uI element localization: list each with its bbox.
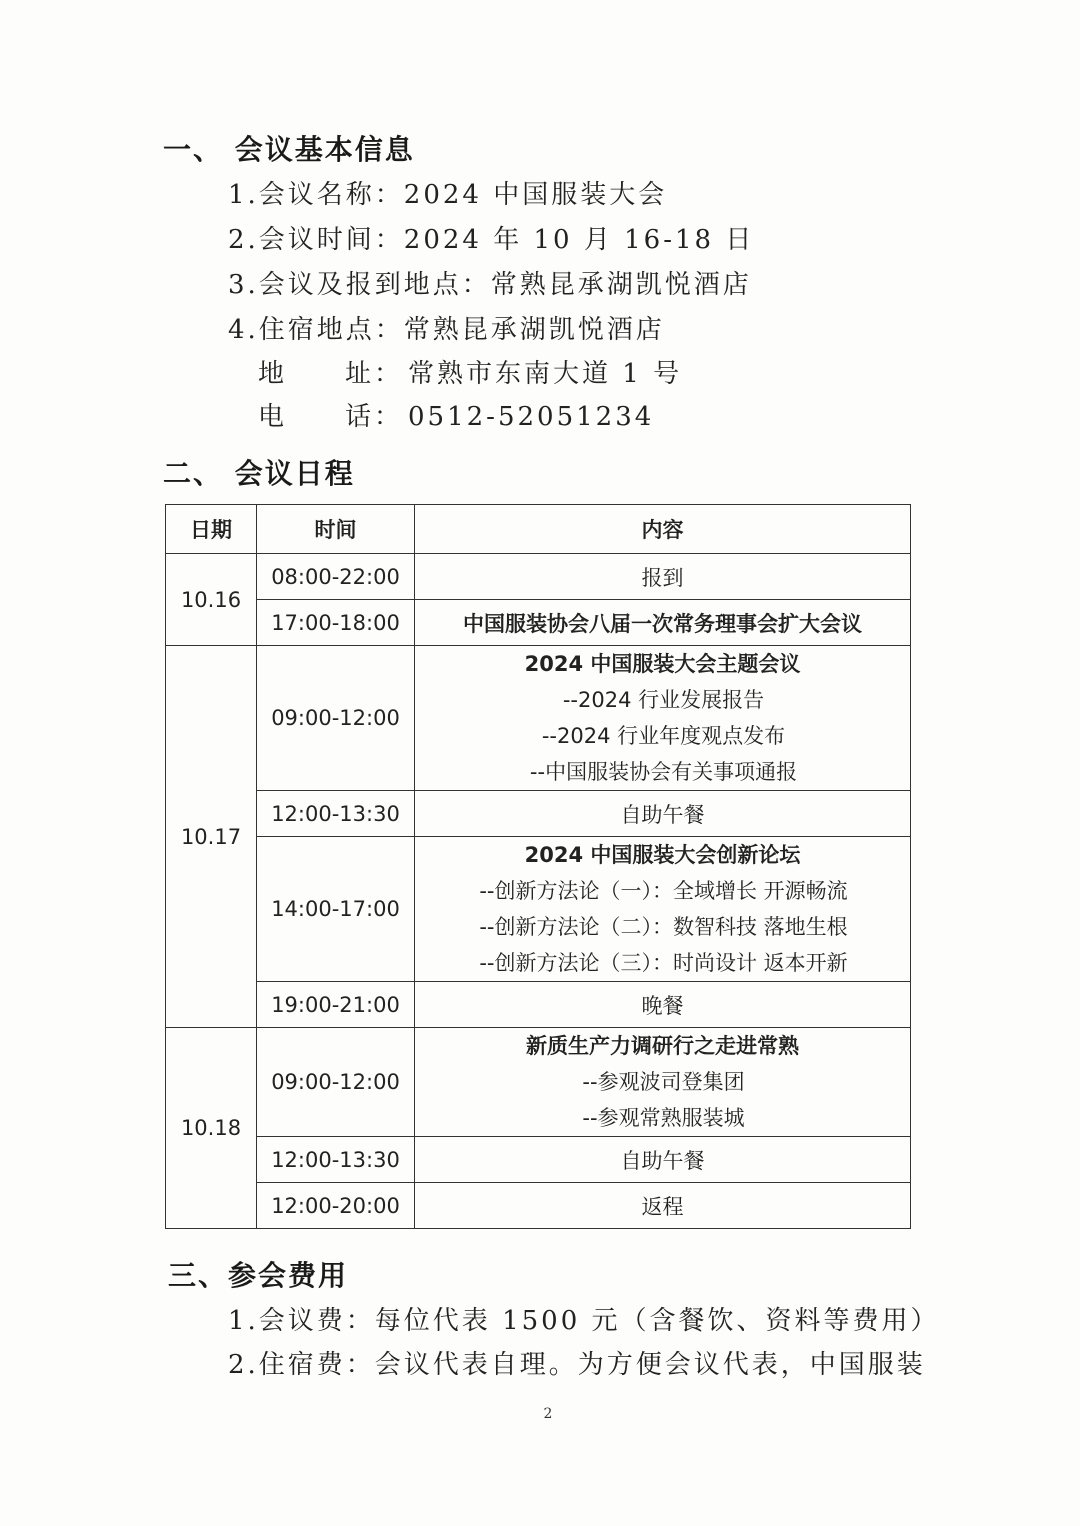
session-title: 2024 中国服装大会主题会议 bbox=[524, 652, 801, 676]
date-cell: 10.17 bbox=[166, 646, 257, 1028]
content-cell: 自助午餐 bbox=[415, 791, 911, 837]
info-line-meeting-time: 2.会议时间：2024 年 10 月 16-18 日 bbox=[228, 225, 755, 255]
session-item: --创新方法论（一）：全域增长 开源畅流 bbox=[479, 879, 848, 903]
header-content: 内容 bbox=[415, 505, 911, 554]
page-number: 2 bbox=[543, 1406, 553, 1422]
content-cell: 返程 bbox=[415, 1183, 911, 1229]
header-date: 日期 bbox=[166, 505, 257, 554]
time-cell: 14:00-17:00 bbox=[257, 837, 415, 982]
table-header-row bbox=[166, 505, 911, 554]
table-row bbox=[166, 1137, 911, 1183]
section-heading-fees: 三、参会费用 bbox=[168, 1259, 349, 1292]
fee-line-lodging: 2.住宿费：会议代表自理。为方便会议代表，中国服装 bbox=[228, 1350, 926, 1380]
content-cell: 自助午餐 bbox=[415, 1137, 911, 1183]
info-line-meeting-name: 1.会议名称：2024 中国服装大会 bbox=[228, 180, 668, 210]
table-row bbox=[166, 1183, 911, 1229]
section-heading-basic-info: 一、 会议基本信息 bbox=[163, 133, 415, 166]
session-item: --2024 行业年度观点发布 bbox=[541, 724, 786, 748]
time-cell: 17:00-18:00 bbox=[257, 600, 415, 646]
content-cell bbox=[415, 1028, 911, 1137]
time-cell: 12:00-13:30 bbox=[257, 791, 415, 837]
session-item: --中国服装协会有关事项通报 bbox=[529, 760, 798, 784]
session-item: --创新方法论（三）：时尚设计 返本开新 bbox=[479, 951, 848, 975]
info-line-phone bbox=[258, 396, 654, 433]
date-cell: 10.18 bbox=[166, 1028, 257, 1229]
section-heading-schedule: 二、 会议日程 bbox=[163, 457, 355, 490]
session-title: 新质生产力调研行之走进常熟 bbox=[526, 1034, 799, 1058]
table-row bbox=[166, 646, 911, 791]
info-line-lodging: 4.住宿地点：常熟昆承湖凯悦酒店 bbox=[228, 315, 665, 345]
table-row bbox=[166, 791, 911, 837]
phone-value: 0512-52051234 bbox=[408, 402, 655, 432]
fee-line-meeting: 1.会议费：每位代表 1500 元（含餐饮、资料等费用） bbox=[228, 1306, 940, 1336]
session-item: --创新方法论（二）：数智科技 落地生根 bbox=[479, 915, 848, 939]
schedule-body bbox=[166, 554, 911, 1229]
content-cell: 报到 bbox=[415, 554, 911, 600]
table-row bbox=[166, 554, 911, 600]
address-label: 地 址： bbox=[258, 359, 404, 389]
info-line-address bbox=[258, 353, 682, 390]
content-cell: 晚餐 bbox=[415, 982, 911, 1028]
info-line-meeting-venue: 3.会议及报到地点：常熟昆承湖凯悦酒店 bbox=[228, 270, 752, 300]
header-time: 时间 bbox=[257, 505, 415, 554]
content-cell: 中国服装协会八届一次常务理事会扩大会议 bbox=[415, 600, 911, 646]
time-cell: 12:00-20:00 bbox=[257, 1183, 415, 1229]
content-cell bbox=[415, 646, 911, 791]
address-value: 常熟市东南大道 1 号 bbox=[408, 359, 683, 389]
table-row bbox=[166, 982, 911, 1028]
session-item: --参观波司登集团 bbox=[582, 1070, 745, 1094]
session-item: --参观常熟服装城 bbox=[582, 1106, 745, 1130]
time-cell: 12:00-13:30 bbox=[257, 1137, 415, 1183]
time-cell: 08:00-22:00 bbox=[257, 554, 415, 600]
session-title: 2024 中国服装大会创新论坛 bbox=[524, 843, 801, 867]
date-cell: 10.16 bbox=[166, 554, 257, 646]
schedule-table bbox=[165, 504, 911, 1229]
table-row bbox=[166, 600, 911, 646]
table-row bbox=[166, 1028, 911, 1137]
time-cell: 09:00-12:00 bbox=[257, 646, 415, 791]
time-cell: 09:00-12:00 bbox=[257, 1028, 415, 1137]
content-cell bbox=[415, 837, 911, 982]
time-cell: 19:00-21:00 bbox=[257, 982, 415, 1028]
table-row bbox=[166, 837, 911, 982]
session-item: --2024 行业发展报告 bbox=[562, 688, 765, 712]
phone-label: 电 话： bbox=[258, 402, 404, 432]
